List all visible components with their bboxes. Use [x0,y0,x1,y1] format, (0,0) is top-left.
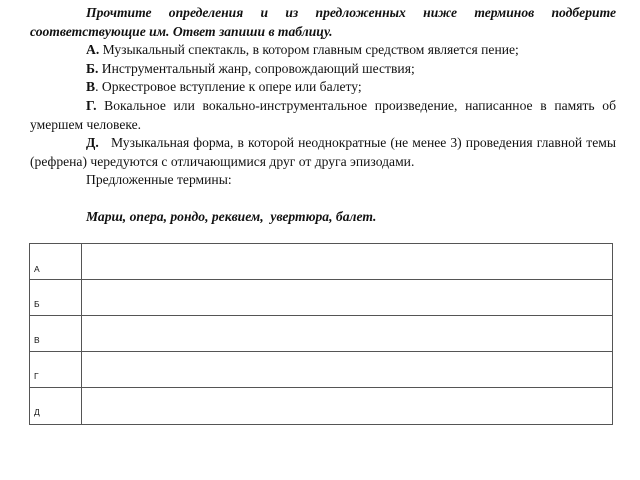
definition-letter: А. [86,42,100,58]
answer-table [29,243,613,425]
row-label: Б [30,280,82,316]
definition-d [30,134,620,171]
table-row [30,316,613,352]
terms-intro: Предложенные термины: [86,172,232,188]
definition-text: Инструментальный жанр, сопровождающий шествия; [98,60,415,76]
row-label: А [30,244,82,280]
definition-text: . Оркестровое вступление к опере или балету; [95,79,362,95]
definition-letter: В [86,79,96,95]
task-instruction: Прочтите определения и из предложенных ниже терминов подберите соответствующие им. Ответ запиши в таблицу. [30,5,616,39]
definition-b [30,60,616,79]
row-label: В [30,316,82,352]
row-label: Д [30,388,82,425]
answer-cell[interactable] [82,388,613,425]
definition-text: Музыкальный спектакль, в котором главным средством является пение; [99,42,519,58]
definition-letter: Г. [86,97,97,113]
definition-letter: Б. [86,60,99,76]
table-row [30,352,613,388]
definition-text: Музыкальная форма, в которой неоднократные (не менее 3) проведения главной темы (рефрена) чередуются с отличающимися друг от друга эпизодами. [30,135,620,169]
definition-g [30,97,616,134]
answer-cell[interactable] [82,280,613,316]
definition-text: Вокальное или вокально-инструментальное произведение, написанное в память об умершем человеке. [30,97,616,132]
table-row [30,280,613,316]
table-row [30,388,613,425]
answer-cell[interactable] [82,316,613,352]
table-row [30,244,613,280]
definition-a [30,41,616,60]
terms-list: Марш, опера, рондо, реквием, увертюра, балет. [86,208,377,224]
row-label: Г [30,352,82,388]
definition-letter: Д. [86,135,99,151]
answer-cell[interactable] [82,352,613,388]
answer-cell[interactable] [82,244,613,280]
definition-v [30,78,616,97]
worksheet-text [30,4,620,227]
